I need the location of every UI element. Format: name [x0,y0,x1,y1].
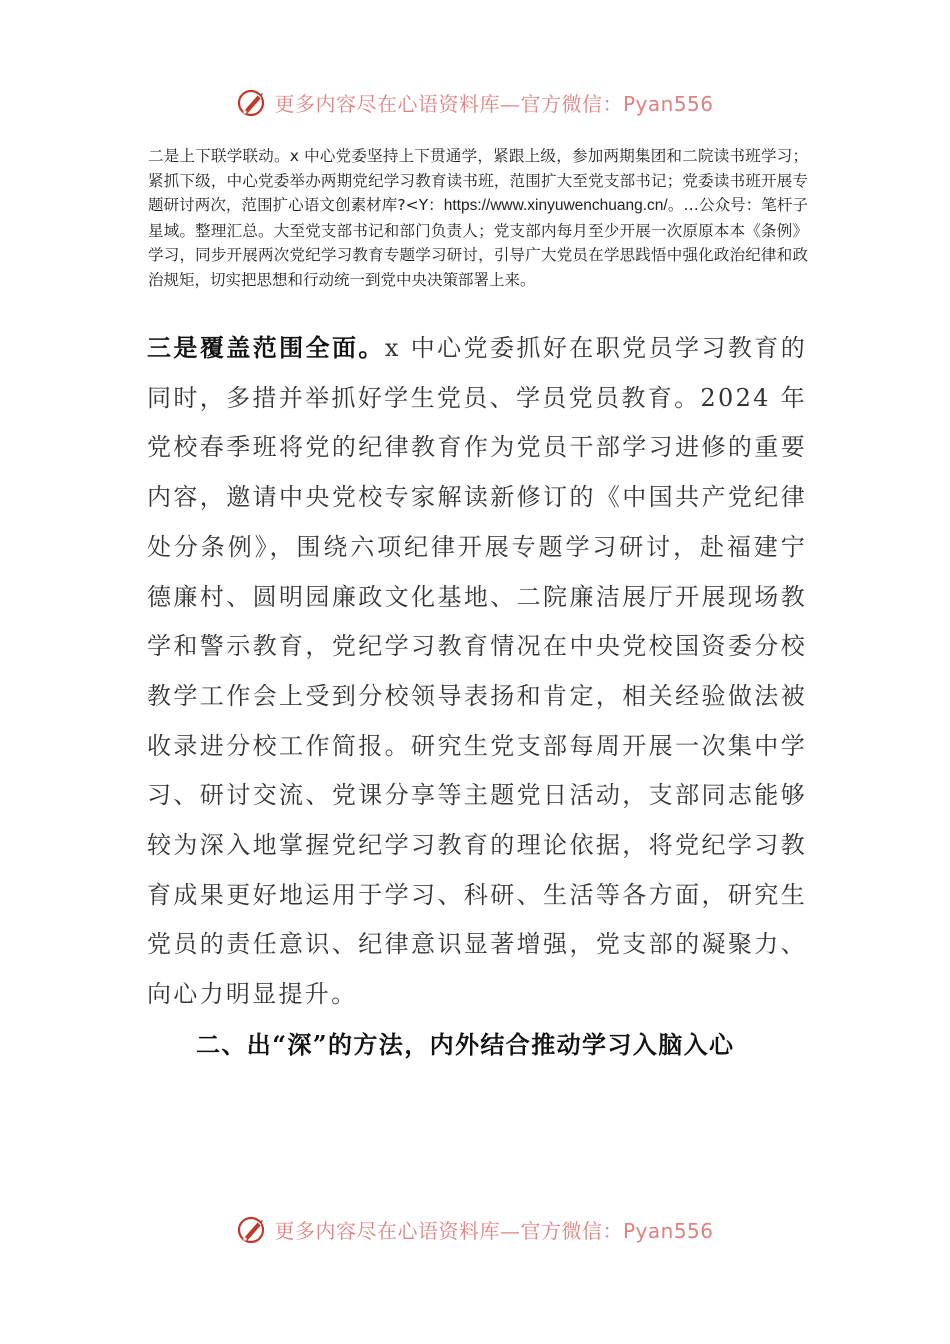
watermark-wechat-id: Pyan556 [622,91,714,116]
source-url: https://www.xinyuwenchuang.cn/ [443,197,668,214]
watermark-text: 更多内容尽在心语资料库—官方微信： [274,91,623,116]
fountain-pen-logo-icon [236,85,270,119]
small-paragraph [148,144,808,292]
main-paragraph [147,323,807,1020]
paragraph-body: x 中心党委抓好在职党员学习教育的同时，多措并举抓好学生党员、学员党员教育。2024 年党校春季班将党的纪律教育作为党员干部学习进修的重要内容，邀请中央党校专家解读新修订的《中国共产党纪律处分条例》，围绕六项纪律开展专题学习研讨，赴福建宁德廉村、圆明园廉政文化基地、二院廉洁展厅开展现场教学和警示教育，党纪学习教育情况在中央党校国资委分校教学工作会上受到分校领导表扬和肯定，相关经验做法被收录进分校工作简报。研究生党支部每周开展一次集中学习、研讨交流、党课分享等主题党日活动，支部同志能够较为深入地掌握党纪学习教育的理论依据，将党纪学习教育成果更好地运用于学习、科研、生活等各方面，研究生党员的责任意识、纪律意识显著增强，党支部的凝聚力、向心力明显提升。 [147,334,808,1009]
fountain-pen-logo-icon [236,1212,270,1246]
small-paragraph-part2: 。…公众号：笔杆子星域。整理汇总。大至党支部书记和部门负责人；党支部内每月至少开展一次原原本本《条例》学习，同步开展两次党纪学习教育专题学习研讨，引导广大党员在学思践悟中强化政治纪律和政治规矩，切实把思想和行动统一到党中央决策部署上来。 [148,196,808,289]
small-paragraph-part1: 二是上下联学联动。x 中心党委坚持上下贯通学，紧跟上级，参加两期集团和二院读书班学习；紧抓下级，中心党委举办两期党纪学习教育读书班，范围扩大至党支部书记；党委读书班开展专题研讨两次，范围扩心语文创素材库?<Y： [148,147,808,214]
paragraph-lead: 三是覆盖范围全面。 [147,333,385,362]
header-watermark [0,82,950,122]
section-heading: 二、出“深”的方法，内外结合推动学习入脑入心 [196,1030,735,1059]
footer-watermark [0,1209,950,1249]
watermark-wechat-id: Pyan556 [622,1218,714,1243]
watermark-text: 更多内容尽在心语资料库—官方微信： [274,1218,623,1243]
